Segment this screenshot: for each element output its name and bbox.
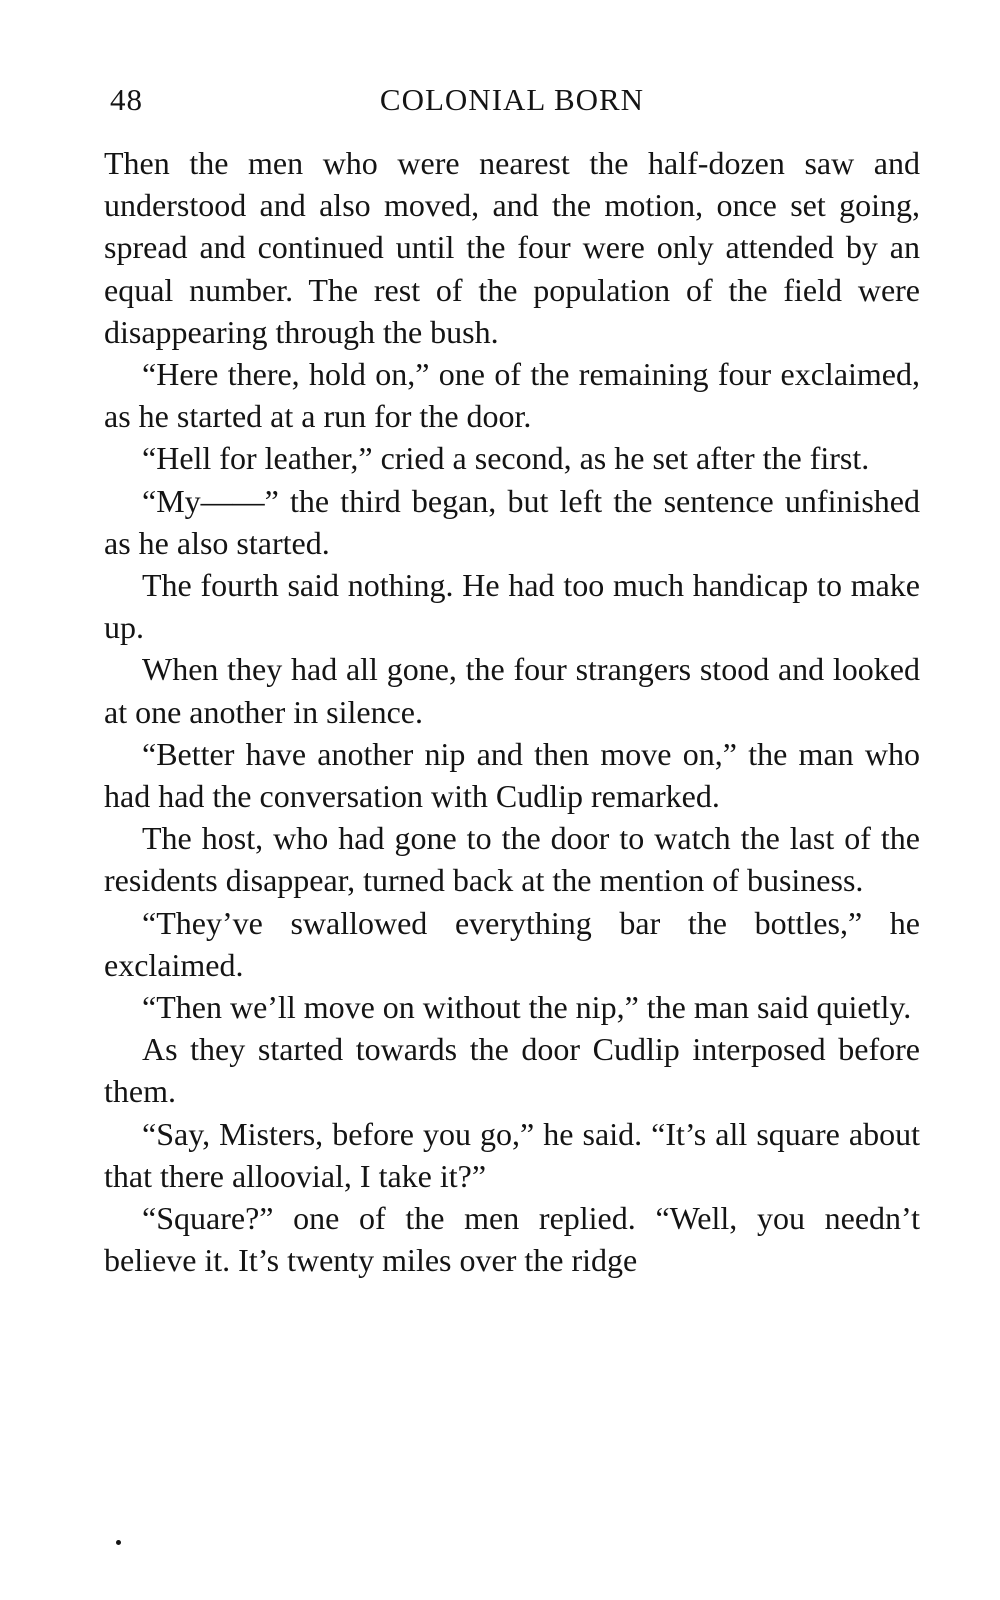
paragraph: Then the men who were nearest the half-dozen saw and understood and also moved, and the motion, once set going, spread and continued until the four were only attended by an equal number. The rest of the population of the field were disappearing through the bush. xyxy=(104,145,920,350)
paragraph: “My——” the third began, but left the sentence unfinished as he also started. xyxy=(104,482,920,561)
paragraph: “Hell for leather,” cried a second, as he set after the first. xyxy=(142,440,870,477)
paragraph: “Better have another nip and then move on,” the man who had had the conversation with Cudlip remarked. xyxy=(104,735,920,815)
paragraph: “Then we’ll move on without the nip,” the man said quietly. xyxy=(142,989,912,1026)
body-text xyxy=(104,142,920,1281)
running-title: COLONIAL BORN xyxy=(379,82,645,117)
paragraph: When they had all gone, the four strangers stood and looked at one another in silence. xyxy=(104,651,920,730)
paragraph: As they started towards the door Cudlip interposed before them. xyxy=(104,1031,920,1110)
paragraph: “Square?” one of the men replied. “Well, you needn’t believe it. It’s twenty miles over the ridge xyxy=(104,1200,920,1279)
paragraph: “Say, Misters, before you go,” he said. “It’s all square about that there alloovial, I take it?” xyxy=(104,1115,920,1194)
paragraph: The fourth said nothing. He had too much handicap to make up. xyxy=(104,567,920,646)
paragraph: “Here there, hold on,” one of the remaining four exclaimed, as he started at a run for the door. xyxy=(104,356,920,435)
paragraph: The host, who had gone to the door to watch the last of the residents disappear, turned back at the mention of business. xyxy=(104,820,920,899)
page-number: 48 xyxy=(110,82,143,117)
page-header xyxy=(104,82,920,126)
paragraph: “They’ve swallowed everything bar the bottles,” he exclaimed. xyxy=(104,904,920,983)
ink-speck xyxy=(116,1540,121,1545)
